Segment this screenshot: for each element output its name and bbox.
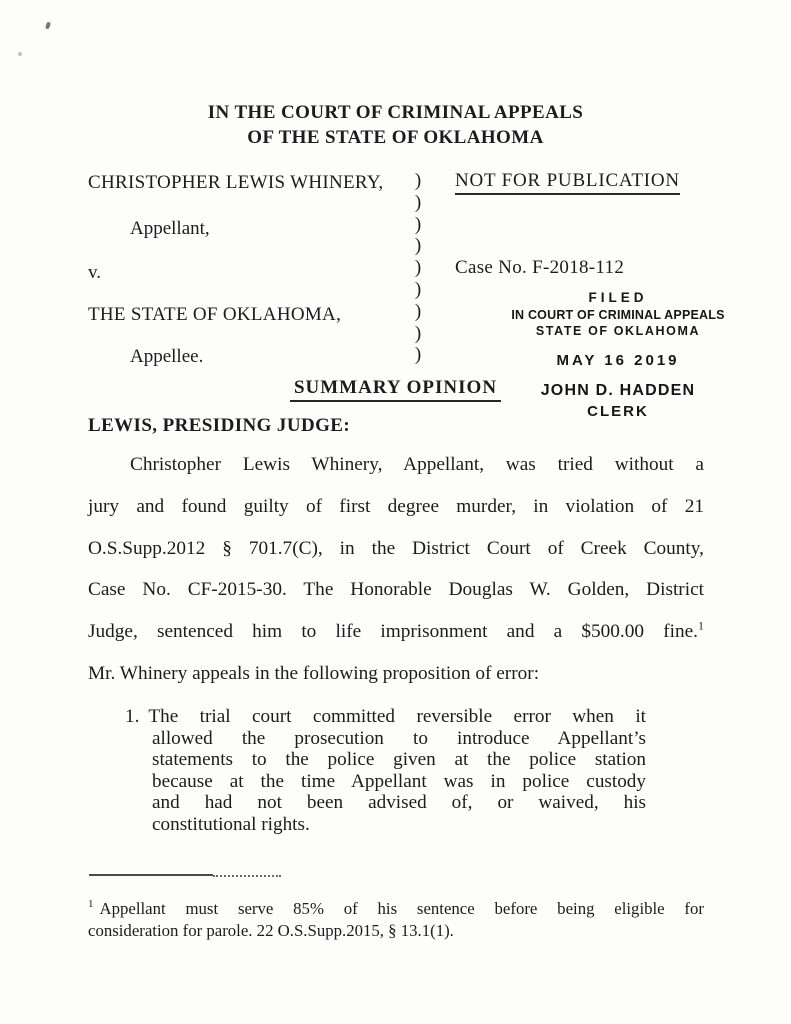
opinion-heading xyxy=(88,377,703,402)
caption-paren: ) xyxy=(414,213,422,235)
proposition-line: constitutional rights. xyxy=(152,813,310,835)
proposition-number: 1. xyxy=(125,706,140,727)
proposition-line: statements to the police given at the police station xyxy=(152,749,646,771)
proposition-of-error xyxy=(125,706,646,836)
caption-paren: ) xyxy=(414,235,422,257)
body-line: Mr. Whinery appeals in the following proposition of error: xyxy=(88,662,540,684)
caption-paren: ) xyxy=(414,191,422,213)
caption-paren: ) xyxy=(414,278,422,300)
court-title-line2: OF THE STATE OF OKLAHOMA xyxy=(247,127,544,148)
proposition-line: allowed the prosecution to introduce Appellant’s xyxy=(152,727,646,749)
opinion-heading-text: SUMMARY OPINION xyxy=(290,377,501,402)
footnote-separator xyxy=(89,874,281,877)
not-for-publication-label: NOT FOR PUBLICATION xyxy=(455,170,680,195)
caption-paren: ) xyxy=(414,170,422,191)
footnote-separator-dashed xyxy=(213,875,281,877)
footnote-line: consideration for parole. 22 O.S.Supp.2015, § 13.1(1). xyxy=(88,920,454,940)
caption-paren: ) xyxy=(414,322,422,344)
stamp-filed-label: FILED xyxy=(588,290,648,305)
case-number: Case No. F-2018-112 xyxy=(455,257,625,278)
proposition-text: The trial court committed reversible error when it xyxy=(148,706,646,727)
scan-artifact xyxy=(18,52,22,56)
footnote xyxy=(88,898,704,941)
appellant-name: CHRISTOPHER LEWIS WHINERY, xyxy=(88,172,384,193)
stamp-state-line: STATE OF OKLAHOMA xyxy=(535,324,701,338)
footnote-separator-solid xyxy=(89,874,213,876)
proposition-line xyxy=(125,706,646,728)
appellee-role: Appellee. xyxy=(130,346,204,367)
clerk-title: CLERK xyxy=(587,403,649,420)
clerk-name: JOHN D. HADDEN xyxy=(540,382,696,399)
stamp-date: MAY 16 2019 xyxy=(556,352,680,369)
appellant-role: Appellant, xyxy=(130,218,210,239)
footnote-reference: 1 xyxy=(698,618,704,633)
scan-artifact xyxy=(45,22,51,30)
opinion-body xyxy=(88,444,704,695)
caption-paren: ) xyxy=(414,257,422,279)
body-line: jury and found guilty of first degree murder, in violation of 21 xyxy=(88,495,704,517)
stamp-court-line: IN COURT OF CRIMINAL APPEALS xyxy=(511,308,725,322)
court-title xyxy=(0,100,791,150)
footnote-text: Appellant must serve 85% of his sentence before being eligible for xyxy=(99,899,704,918)
caption-separator-column xyxy=(409,170,427,366)
body-line-text: Judge, sentenced him to life imprisonment and a $500.00 fine. xyxy=(88,621,698,643)
presiding-judge-line: LEWIS, PRESIDING JUDGE: xyxy=(88,415,351,436)
caption-paren: ) xyxy=(414,344,422,366)
footnote-marker: 1 xyxy=(88,898,94,911)
body-line: Christopher Lewis Whinery, Appellant, was tried without a xyxy=(130,454,704,475)
court-title-line1: IN THE COURT OF CRIMINAL APPEALS xyxy=(207,102,584,123)
footnote-line xyxy=(88,898,704,920)
body-line: O.S.Supp.2012 § 701.7(C), in the District Court of Creek County, xyxy=(88,537,704,559)
proposition-line: and had not been advised of, or waived, his xyxy=(152,792,646,814)
versus: v. xyxy=(88,262,102,283)
caption-paren: ) xyxy=(414,300,422,322)
proposition-line: because at the time Appellant was in police custody xyxy=(152,770,646,792)
appellee-name: THE STATE OF OKLAHOMA, xyxy=(88,304,342,325)
body-line xyxy=(88,611,704,653)
body-line: Case No. CF-2015-30. The Honorable Douglas W. Golden, District xyxy=(88,579,704,601)
